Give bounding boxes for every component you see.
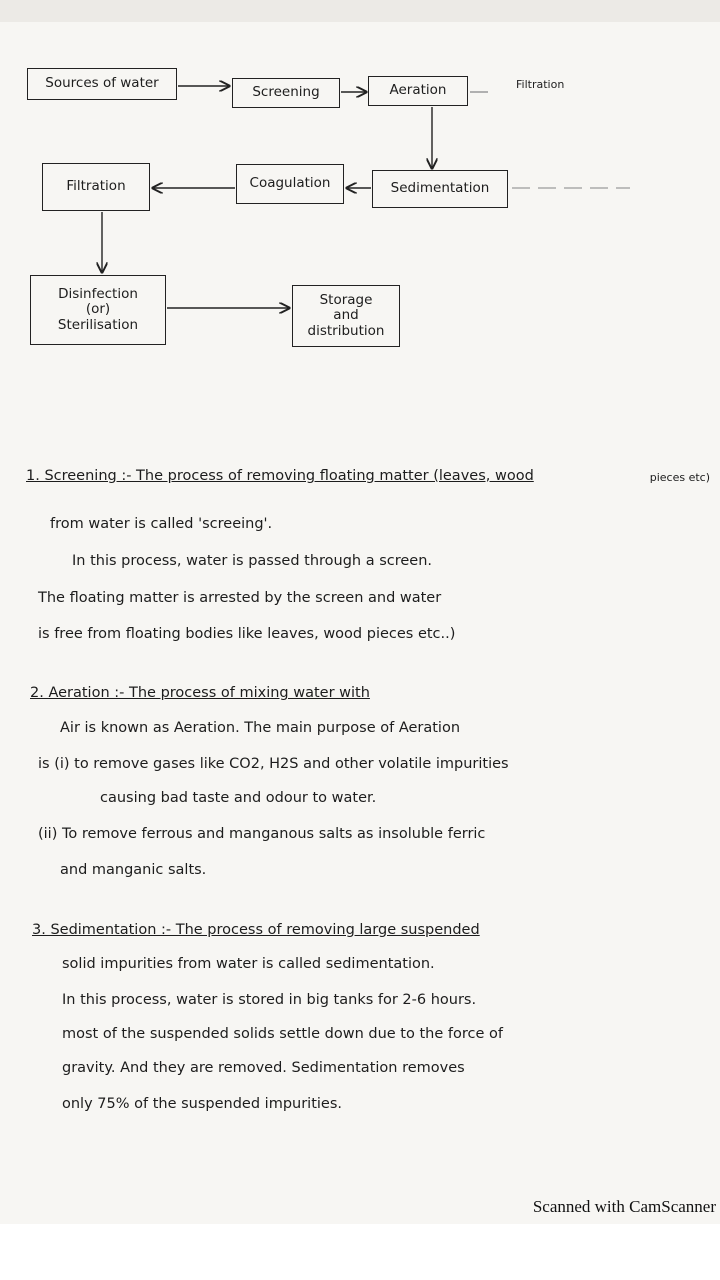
aeration-line-4: causing bad taste and odour to water. [100,790,377,806]
screening-side-note: pieces etc) [649,471,710,484]
storage-line-2: and [333,307,359,324]
disinfection-line-2: (or) [85,301,111,318]
storage-line-3: distribution [307,322,385,339]
sedimentation-line-4: most of the suspended solids settle down due to the force of [62,1026,503,1042]
box-filtration: Filtration [42,163,150,211]
screening-line-3: In this process, water is passed through a screen. [72,553,433,569]
camscanner-watermark: Scanned with CamScanner [532,1197,716,1216]
sedimentation-line-2: solid impurities from water is called sedimentation. [62,956,435,972]
sedimentation-line-3: In this process, water is stored in big tanks for 2-6 hours. [62,992,477,1008]
box-screening: Screening [232,78,340,108]
disinfection-line-1: Disinfection [58,285,138,302]
sedimentation-line-6: only 75% of the suspended impurities. [62,1096,342,1112]
storage-line-1: Storage [319,291,373,308]
box-sedimentation: Sedimentation [372,170,508,208]
screening-line-1: 1. Screening :- The process of removing floating matter (leaves, wood [26,468,534,484]
screening-line-2: from water is called 'screeing'. [50,516,273,532]
aeration-line-5: (ii) To remove ferrous and manganous salts as insoluble ferric [38,826,486,842]
screening-line-5: is free from floating bodies like leaves, wood pieces etc..) [38,626,456,642]
disinfection-line-3: Sterilisation [57,316,139,333]
box-sources-of-water: Sources of water [27,68,177,100]
box-coagulation: Coagulation [236,164,344,204]
filtration-note: Filtration [516,78,565,91]
aeration-line-2: Air is known as Aeration. The main purpose of Aeration [60,720,461,736]
flowchart-arrows [0,0,720,400]
aeration-line-1: 2. Aeration :- The process of mixing water with [30,685,370,701]
box-aeration: Aeration [368,76,468,106]
sedimentation-line-5: gravity. And they are removed. Sedimentation removes [62,1060,465,1076]
screening-line-4: The floating matter is arrested by the screen and water [38,590,442,606]
sedimentation-line-1: 3. Sedimentation :- The process of removing large suspended [32,922,480,938]
bottom-blank-strip [0,1224,720,1280]
aeration-line-6: and manganic salts. [60,862,207,878]
aeration-line-3: is (i) to remove gases like CO2, H2S and other volatile impurities [38,756,509,772]
